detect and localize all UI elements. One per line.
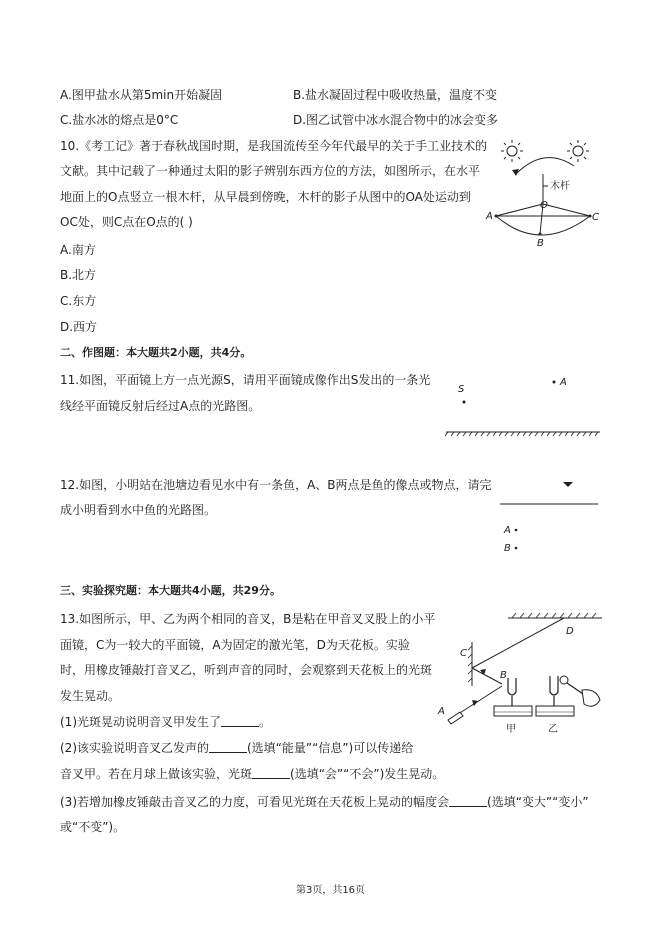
point-o-label: O [540,200,548,211]
point-a-label: A [504,525,511,536]
rod-label: 木杆 [550,181,570,192]
option-a-top: A.图甲盐水从第5min开始凝固 [60,88,223,102]
fork-jia-label: 甲 [506,724,516,735]
q13-sub2-line2-text: 音叉甲。若在月球上做该实验，光斑 [60,767,253,781]
point-s [463,401,466,404]
point-b [515,547,518,550]
sundial-figure [482,136,612,251]
mirror-hatch [445,432,598,436]
point-b-label: B [504,543,511,554]
answer-blank-2[interactable] [209,742,247,753]
q10-option-a: A.南方 [60,243,96,257]
shadow-arc [496,216,590,235]
pond-figure [496,474,602,558]
q13-sub2-text: (2)该实验说明音叉乙发声的 [60,741,209,755]
eye-icon [563,482,573,487]
fork-yi-label: 乙 [548,724,558,735]
q13-sub1-end: 。 [259,715,272,729]
tuning-fork-figure [436,608,606,738]
laser-a-label: A [438,706,445,717]
q13-sub3-text: (3)若增加橡皮锤敲击音叉乙的力度，可看见光斑在天花板上晃动的幅度会 [60,795,450,809]
q13-line4: 发生晃动。 [60,689,121,703]
point-a-label: A [486,211,493,222]
q13-line1: 13.如图所示，甲、乙为两个相同的音叉，B是粘在甲音叉叉股上的小平 [60,612,436,626]
answer-blank-1[interactable] [221,716,259,727]
section2-heading: 二、作图题：本大题共2小题，共4分。 [60,346,252,359]
mirror-b-label: B [500,670,507,681]
point-a [515,529,518,532]
section3-heading: 三、实验探究题：本大题共4小题，共29分。 [60,584,281,597]
tuning-fork-jia [494,678,532,716]
q10-line3: 地面上的O点竖立一根木杆，从早晨到傍晚，木杆的影子从图中的OA处运动到 [60,190,471,204]
option-b-top: B.盐水凝固过程中吸收热量，温度不变 [293,88,498,102]
point-b-label: B [537,238,544,249]
q13-sub1-text: (1)光斑晃动说明音叉甲发生了 [60,715,221,729]
answer-blank-3[interactable] [252,768,290,779]
answer-blank-4[interactable] [449,796,487,807]
q11-line1: 11.如图，平面镜上方一点光源S，请用平面镜成像作出S发出的一条光 [60,373,431,387]
q12-line2: 成小明看到水中鱼的光路图。 [60,503,217,517]
q10-option-c: C.东方 [60,294,97,308]
q10-line1: 10.《考工记》著于春秋战国时期，是我国流传至今年代最早的关于手工业技术的 [60,139,488,153]
rubber-mallet-icon [560,676,600,706]
ceiling-label: D [566,626,574,637]
tuning-fork-yi [536,676,574,716]
point-a [553,381,556,384]
sun-path-arc [516,158,574,174]
point-s-label: S [458,384,465,395]
sun-icon-right [567,140,589,162]
mirror-c-label: C [460,648,467,659]
option-d-top: D.图乙试管中冰水混合物中的冰会变多 [293,113,499,127]
q10-option-d: D.西方 [60,320,98,334]
q13-sub2 [60,741,413,755]
q11-line2: 线经平面镜反射后经过A点的光路图。 [60,399,261,413]
q13-line3: 时，用橡皮锤敲打音叉乙，听到声音的同时，会观察到天花板上的光斑 [60,663,433,677]
laser-pen-icon [448,712,463,724]
q12-line1: 12.如图，小明站在池塘边看见水中有一条鱼，A、B两点是鱼的像点或物点，请完 [60,478,492,492]
q13-sub2-line2-end: (选填“会”“不会”)发生晃动。 [290,767,445,781]
point-a-label: A [560,377,567,388]
q13-sub3-end: (选填“变大”“变小” [487,795,589,809]
q13-line2: 面镜，C为一较大的平面镜，A为固定的激光笔，D为天花板。实验 [60,638,410,652]
sun-icon-left [501,140,523,162]
q13-sub1 [60,715,271,729]
page-footer: 第3页，共16页 [295,885,366,896]
q13-sub3-line2: 或“不变”)。 [60,820,126,834]
q13-sub2-mid: (选填“能量”“信息”)可以传递给 [247,741,414,755]
option-c-top: C.盐水冰的熔点是0°C [60,113,179,127]
q13-sub2-line2 [60,767,444,781]
mirror-figure [444,370,604,442]
q10-line4: OC处，则C点在O点的( ) [60,215,193,229]
point-c-label: C [592,212,599,223]
q10-option-b: B.北方 [60,268,97,282]
hand-icon [582,690,600,707]
q13-sub3 [60,795,589,809]
q10-line2: 文献。其中记载了一种通过太阳的影子辨别东西方位的方法，如图所示，在水平 [60,164,481,178]
